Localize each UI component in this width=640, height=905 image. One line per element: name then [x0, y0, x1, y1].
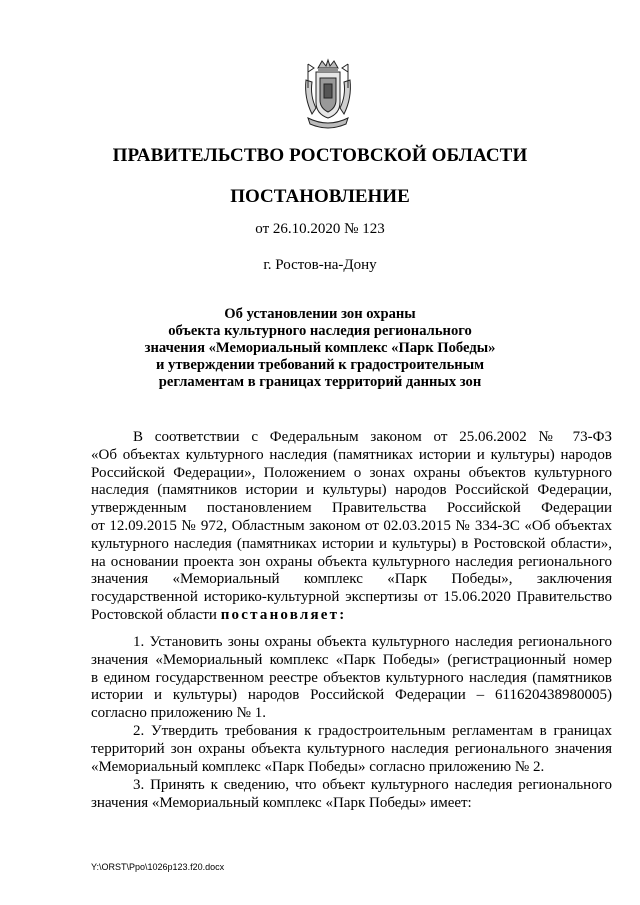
coat-of-arms-emblem — [300, 58, 356, 130]
item-line: «Мемориальный комплекс «Парк Победы» согласно приложению № 2. — [91, 758, 545, 775]
document-city: г. Ростов-на-Дону — [263, 257, 377, 273]
item-line: территорий зон охраны объекта культурного наследия регионального значения — [91, 740, 612, 757]
item-line: 1. Установить зоны охраны объекта культурного наследия регионального — [133, 634, 612, 650]
item-line: согласно приложению № 1. — [91, 705, 266, 722]
subject-line: и утверждении требований к градостроительным — [155, 357, 485, 373]
preamble-paragraph — [91, 429, 612, 625]
file-path-footer: Y:\ORST\Ppo\1026p123.f20.docx — [91, 862, 225, 872]
decree-word: постановляет: — [220, 606, 347, 623]
preamble-line: наследия (памятников истории и культуры) народов Российской Федерации, — [91, 482, 612, 499]
preamble-line: государственной историко-культурной экспертизы от 15.06.2020 Правительство — [91, 589, 612, 606]
subject-line: объекта культурного наследия регионального — [168, 323, 472, 339]
decree-item-3 — [91, 777, 612, 813]
preamble-line: от 12.09.2015 № 972, Областным законом от 02.03.2015 № 334-ЗС «Об объектах — [91, 517, 612, 534]
preamble-last-line — [91, 607, 612, 625]
subject-line: регламентам в границах территорий данных зон — [158, 374, 482, 390]
preamble-line: утвержденным постановлением Правительства Российской Федерации — [91, 500, 612, 517]
organization-title: ПРАВИТЕЛЬСТВО РОСТОВСКОЙ ОБЛАСТИ — [112, 145, 528, 166]
item-line: значения «Мемориальный комплекс «Парк Победы» имеет: — [91, 794, 472, 811]
preamble-line: Российской Федерации», Положением о зонах охраны объектов культурного — [91, 464, 612, 481]
document-date-number: от 26.10.2020 № 123 — [255, 221, 385, 237]
decree-item-1 — [91, 634, 612, 723]
preamble-line: «Об объектах культурного наследия (памятниках истории и культуры) народов — [91, 446, 612, 463]
item-line: значения «Мемориальный комплекс «Парк Победы» (регистрационный номер — [91, 651, 612, 668]
item-line: 2. Утвердить требования к градостроительным регламентам в границах — [133, 723, 612, 739]
preamble-line: на основании проекта зон охраны объекта культурного наследия регионального — [91, 553, 612, 570]
decree-item-2 — [91, 723, 612, 776]
preamble-line: значения «Мемориальный комплекс «Парк Победы», заключения — [91, 571, 612, 588]
item-line: в едином государственном реестре объектов культурного наследия (памятников — [91, 669, 612, 686]
subject-line: значения «Мемориальный комплекс «Парк Победы» — [144, 340, 496, 356]
document-type: ПОСТАНОВЛЕНИЕ — [230, 186, 410, 207]
preamble-line: культурного наследия (памятниках истории и культуры) в Ростовской области», — [91, 535, 612, 552]
subject-line: Об установлении зон охраны — [224, 306, 416, 322]
preamble-line-prefix: Ростовской области — [91, 606, 221, 623]
item-line: истории и культуры) народов Российской Федерации – 611620438980005) — [91, 687, 612, 704]
document-subject — [0, 306, 640, 391]
item-line: 3. Принять к сведению, что объект культурного наследия регионального — [133, 777, 612, 793]
preamble-line: В соответствии с Федеральным законом от 25.06.2002 № 73-ФЗ — [133, 429, 612, 445]
